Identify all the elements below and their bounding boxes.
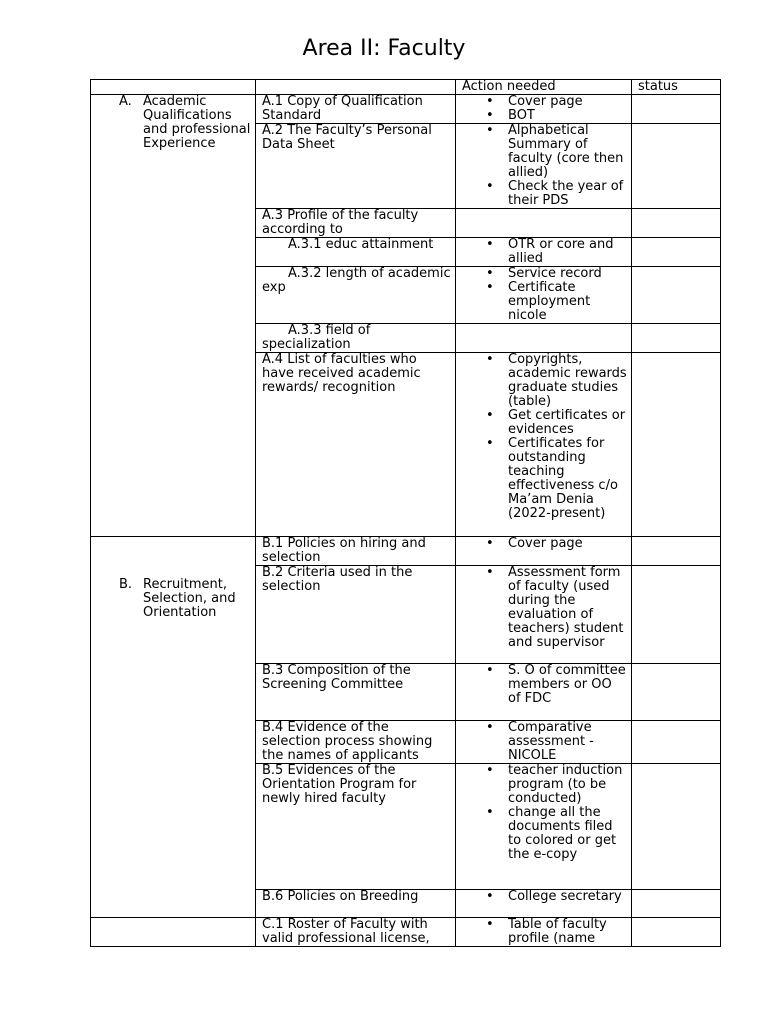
- sub-item-label: A.3.2 length of academic exp: [262, 266, 451, 295]
- item-cell: [256, 918, 456, 947]
- action-item: • S. O of committee members or OO of FDC: [482, 664, 627, 706]
- action-clip: [462, 918, 627, 946]
- action-cell: [456, 95, 632, 124]
- action-list: [462, 721, 627, 763]
- action-item: • Table of faculty profile (name: [482, 918, 627, 946]
- action-list: [462, 918, 627, 946]
- status-cell: [632, 209, 721, 238]
- action-item: • change all the documents filed to colored or get the e-copy: [482, 806, 627, 862]
- action-list: [462, 267, 627, 323]
- header-cell-action: Action needed: [456, 80, 632, 95]
- action-cell: [456, 267, 632, 324]
- header-cell-area: [91, 80, 256, 95]
- sub-item-label: A.3.3 field of specialization: [262, 323, 371, 352]
- status-cell: [632, 95, 721, 124]
- section-cell-b: [91, 537, 256, 918]
- action-cell: [456, 890, 632, 918]
- status-cell: [632, 890, 721, 918]
- action-item: • Certificate employment nicole: [482, 281, 627, 323]
- item-cell: B.3 Composition of the Screening Committee: [256, 664, 456, 721]
- action-item: • College secretary: [482, 890, 627, 904]
- action-item: • Certificates for outstanding teaching effectiveness c/o Ma’am Denia (2022-present): [482, 437, 627, 521]
- action-cell: [456, 353, 632, 537]
- action-list: [462, 238, 627, 266]
- action-list: [462, 95, 627, 123]
- action-cell: [456, 664, 632, 721]
- item-cell: B.1 Policies on hiring and selection: [256, 537, 456, 566]
- action-item: • Cover page: [482, 95, 627, 109]
- section-label: Academic Qualifications and professional Experience: [143, 94, 251, 151]
- section-cell-a: [91, 95, 256, 537]
- action-item: • teacher induction program (to be conducted): [482, 764, 627, 806]
- action-list: [462, 537, 627, 551]
- status-cell: [632, 124, 721, 209]
- action-item: • Service record: [482, 267, 627, 281]
- action-item: • Get certificates or evidences: [482, 409, 627, 437]
- action-item: • OTR or core and allied: [482, 238, 627, 266]
- item-cell: [256, 238, 456, 267]
- action-item: • Assessment form of faculty (used during the evaluation of teachers) student and supervisor: [482, 566, 627, 650]
- header-cell-status: status: [632, 80, 721, 95]
- item-cell: A.2 The Faculty’s Personal Data Sheet: [256, 124, 456, 209]
- item-cell: B.4 Evidence of the selection process showing the names of applicants: [256, 721, 456, 764]
- action-cell: [456, 124, 632, 209]
- action-cell: [456, 764, 632, 890]
- item-cell: B.5 Evidences of the Orientation Program for newly hired faculty: [256, 764, 456, 890]
- action-item: • Comparative assessment - NICOLE: [482, 721, 627, 763]
- action-cell: [456, 324, 632, 353]
- header-cell-item: [256, 80, 456, 95]
- status-cell: [632, 537, 721, 566]
- action-list: [462, 566, 627, 650]
- status-cell: [632, 764, 721, 890]
- table-row: [91, 918, 721, 947]
- item-cell: [256, 267, 456, 324]
- action-cell: [456, 537, 632, 566]
- section-cell-c: [91, 918, 256, 947]
- item-cell: B.6 Policies on Breeding: [256, 890, 456, 918]
- section-letter: A.: [119, 94, 132, 109]
- status-cell: [632, 918, 721, 947]
- status-cell: [632, 324, 721, 353]
- item-cell: B.2 Criteria used in the selection: [256, 566, 456, 664]
- action-cell: [456, 238, 632, 267]
- status-cell: [632, 664, 721, 721]
- action-item: • Copyrights, academic rewards graduate studies (table): [482, 353, 627, 409]
- section-label: Recruitment, Selection, and Orientation: [143, 577, 236, 620]
- action-cell: [456, 566, 632, 664]
- action-list: [462, 664, 627, 706]
- item-cell: A.1 Copy of Qualification Standard: [256, 95, 456, 124]
- item-cell: A.4 List of faculties who have received academic rewards/ recognition: [256, 353, 456, 537]
- faculty-checklist-table: [90, 79, 721, 947]
- action-cell: [456, 918, 632, 947]
- action-item: • Alphabetical Summary of faculty (core then allied): [482, 124, 627, 180]
- header-row: [91, 80, 721, 95]
- action-item: • Check the year of their PDS: [482, 180, 627, 208]
- page-title: Area II: Faculty: [302, 36, 466, 61]
- status-cell: [632, 566, 721, 664]
- item-label: C.1 Roster of Faculty with valid professional license,: [262, 918, 430, 946]
- action-item: • Cover page: [482, 537, 627, 551]
- status-cell: [632, 267, 721, 324]
- table-row: [91, 95, 721, 124]
- status-cell: [632, 721, 721, 764]
- sub-item-label: A.3.1 educ attainment: [288, 237, 434, 252]
- action-list: [462, 764, 627, 862]
- item-cell: A.3 Profile of the faculty according to: [256, 209, 456, 238]
- action-cell: [456, 721, 632, 764]
- status-cell: [632, 238, 721, 267]
- table-row: [91, 537, 721, 566]
- item-cell: [256, 324, 456, 353]
- action-item: • BOT: [482, 109, 627, 123]
- section-letter: B.: [119, 577, 133, 592]
- action-list: [462, 124, 627, 208]
- action-cell: [456, 209, 632, 238]
- action-list: [462, 890, 627, 904]
- status-cell: [632, 353, 721, 537]
- action-list: [462, 353, 627, 521]
